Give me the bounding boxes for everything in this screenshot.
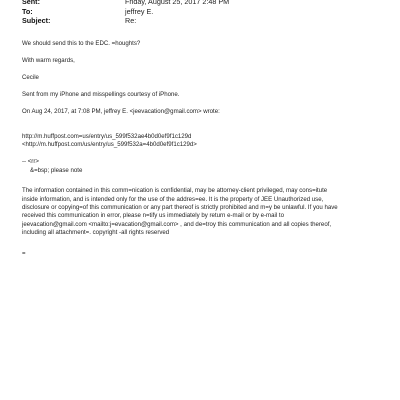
subject-row: [22, 16, 392, 26]
disclaimer-line-4: received this communication in error, please n=tify us immediately by return e-mail or by e-mail to: [22, 212, 284, 220]
subject-label: Subject:: [22, 16, 51, 25]
email-body: [22, 40, 382, 258]
subject-value: Re:: [125, 16, 137, 25]
body-quote-header: On Aug 24, 2017, at 7:08 PM, jeffrey E. <jeevacation@gmail.com> wrote:: [22, 107, 220, 115]
to-label: To:: [22, 6, 33, 16]
disclaimer: [22, 187, 382, 237]
email-header: [22, 0, 392, 26]
body-closing: With warm regards,: [22, 56, 75, 64]
body-link-2[interactable]: <http://m.huffpost.com/us/entry/us_599f532a=4b0d0ef9f1c129d>: [22, 141, 197, 149]
body-signature-name: Cecile: [22, 73, 39, 81]
disclaimer-line-6: including all attachment=. copyright -all rights reserved: [22, 229, 170, 237]
body-link-1[interactable]: http://m.huffpost.com=us/entry/us_599f532ae4b0d0ef9f1c129d: [22, 133, 192, 141]
body-question: We should send this to the EDC. =houghts?: [22, 40, 141, 47]
disclaimer-line-3: disclosure or copying=of this communication or any part thereof is strictly prohibited and m=y be unlawful. If you have: [22, 203, 338, 211]
sent-label: Sent:: [22, 0, 40, 6]
body-sig-marker: -- <rr>: [22, 158, 39, 166]
sent-value: Friday, August 25, 2017 2:48 PM: [125, 0, 230, 6]
body-sent-from: Sent from my iPhone and misspellings courtesy of iPhone.: [22, 90, 180, 98]
body-please-note: &=bsp; please note: [30, 166, 83, 174]
disclaimer-line-5: jeevacation@gmail.com <mailto:j=evacation@gmail.com> , and de=troy this communication and all copies thereof,: [22, 220, 332, 228]
disclaimer-line-2: inside information, and is intended only for the use of the addres=ee. It is the property of JEE Unauthorized use,: [22, 195, 324, 203]
disclaimer-line-1: The information contained in this comm=nication is confidential, may be attorney-client privileged, may cons=itute: [22, 187, 328, 195]
to-row: [22, 7, 392, 17]
body-tail: =: [22, 249, 26, 257]
to-value: jeffrey E.: [125, 6, 154, 16]
